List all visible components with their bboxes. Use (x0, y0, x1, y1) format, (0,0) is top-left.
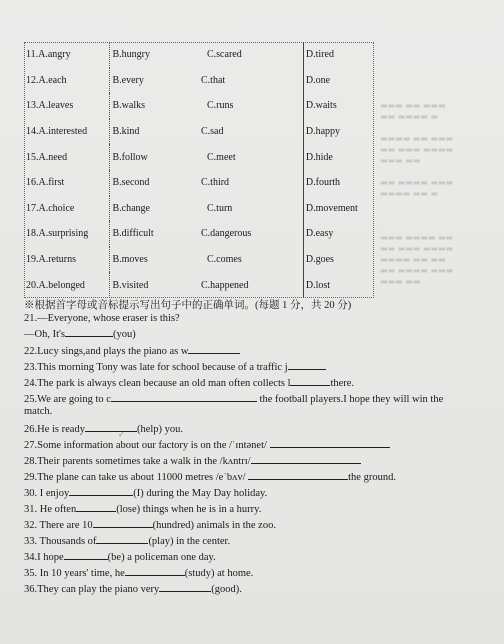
option-d: D.waits (305, 100, 337, 112)
option-b: B.change (112, 202, 150, 214)
instruction-text: ※根据首字母或音标提示写出句子中的正确单词。(每题 1 分，共 20 分) (24, 300, 352, 311)
option-a: 15.A.need (24, 144, 110, 170)
options-row (24, 144, 374, 170)
answer-blank-25[interactable] (111, 391, 257, 402)
options-row (24, 221, 374, 247)
option-c: C.third (183, 170, 303, 196)
question-21a: 21.—Everyone, whose eraser is this? (24, 313, 180, 324)
option-c: C.happened (183, 272, 303, 298)
option-c: C.dangerous (183, 221, 303, 247)
option-b: B.visited (112, 279, 149, 291)
answer-blank-26[interactable] (85, 421, 137, 432)
question-30: 30. I enjoy (I) during the May Day holiday. (24, 485, 267, 500)
options-row (24, 68, 374, 94)
answer-blank-21[interactable] (65, 326, 113, 337)
question-25: 25.We are going to c the football players.I hope they will win the (24, 391, 443, 406)
option-a: 17.A.choice (24, 196, 110, 222)
question-22: 22.Lucy sings,and plays the piano as w (24, 343, 240, 358)
option-d: D.movement (305, 202, 358, 214)
option-d: D.fourth (305, 177, 341, 189)
answer-blank-35[interactable] (125, 565, 185, 576)
question-24: 24.The park is always clean because an old man often collects l there. (24, 375, 354, 390)
answer-blank-23[interactable] (288, 359, 326, 370)
options-table (24, 42, 374, 298)
option-b: B.moves (112, 254, 148, 266)
question-36: 36.They can play the piano very (good). (24, 581, 242, 596)
option-b: B.second (112, 177, 150, 189)
option-a: 20.A.belonged (24, 272, 110, 298)
option-d: D.tired (305, 49, 334, 61)
option-d: D.goes (305, 254, 334, 266)
option-b: B.difficult (112, 228, 154, 240)
option-b: B.walks (112, 100, 145, 112)
question-28: 28.Their parents sometimes take a walk in the /kʌntrɪ/ (24, 453, 361, 468)
question-35: 35. In 10 years' time, he (study) at home. (24, 565, 253, 580)
bleed-through-text: ▬▬▬ ▬▬ ▬▬▬ ▬▬ ▬▬▬▬ ▬ ▬▬▬▬ ▬▬ ▬▬▬ ▬▬ ▬▬▬ ▬▬▬▬ ▬▬▬ ▬▬ ▬▬ ▬▬▬▬ ▬▬▬ ▬▬▬▬ ▬▬ ▬ ▬▬▬ ▬▬▬▬ ▬▬ ▬▬ ▬▬▬ ▬▬▬▬ ▬▬▬▬ ▬▬ ▬▬ ▬▬ ▬▬▬▬ ▬▬▬ ▬▬▬ ▬▬ (380, 101, 454, 286)
answer-blank-32[interactable] (93, 517, 153, 528)
options-row (24, 247, 374, 273)
option-c: C.scared (183, 42, 303, 68)
option-a: 14.A.interested (24, 119, 110, 145)
question-32: 32. There are 10 (hundred) animals in the zoo. (24, 517, 276, 532)
option-d: D.happy (305, 126, 341, 138)
question-33: 33. Thousands of (play) in the center. (24, 533, 230, 548)
answer-blank-29[interactable] (248, 469, 348, 480)
answer-blank-30[interactable] (69, 485, 133, 496)
option-c: C.meet (183, 144, 303, 170)
answer-blank-34[interactable] (64, 549, 108, 560)
answer-blank-28[interactable] (251, 453, 361, 464)
option-c: C.comes (183, 247, 303, 273)
option-a: 16.A.first (24, 170, 110, 196)
question-34: 34.I hope (be) a policeman one day. (24, 549, 216, 564)
question-31: 31. He often (lose) things when he is in a hurry. (24, 501, 261, 516)
option-c: C.turn (183, 196, 303, 222)
options-row (24, 93, 374, 119)
options-row (24, 170, 374, 196)
question-25-continued: match. (24, 406, 53, 417)
option-a: 13.A.leaves (24, 93, 110, 119)
options-row (24, 42, 374, 68)
option-b: B.kind (112, 126, 140, 138)
options-row (24, 272, 374, 298)
answer-blank-22[interactable] (188, 343, 240, 354)
question-29: 29.The plane can take us about 11000 metres /eˈbʌv/ the ground. (24, 469, 396, 484)
pen-mark: ✓ (118, 430, 125, 439)
options-row (24, 119, 374, 145)
option-a: 11.A.angry (24, 42, 110, 68)
option-c: C.that (183, 68, 303, 94)
option-c: C.sad (183, 119, 303, 145)
option-b: B.follow (112, 151, 148, 163)
question-23: 23.This morning Tony was late for school because of a traffic j (24, 359, 326, 374)
answer-blank-36[interactable] (159, 581, 211, 592)
option-a: 18.A.surprising (24, 221, 110, 247)
option-d: D.one (305, 74, 331, 86)
answer-blank-27[interactable] (270, 437, 390, 448)
answer-blank-31[interactable] (76, 501, 116, 512)
option-a: 19.A.returns (24, 247, 110, 273)
option-a: 12.A.each (24, 68, 110, 94)
option-d: D.lost (305, 279, 331, 291)
options-row (24, 196, 374, 222)
option-b: B.hungry (112, 49, 150, 61)
answer-blank-24[interactable] (290, 375, 330, 386)
question-27: 27.Some information about our factory is on the /ˈɪntənet/ (24, 437, 390, 452)
option-d: D.hide (305, 151, 333, 163)
option-c: C.runs (183, 93, 303, 119)
answer-blank-33[interactable] (96, 533, 148, 544)
option-d: D.easy (305, 228, 334, 240)
option-b: B.every (112, 74, 144, 86)
question-21b: —Oh, It's (you) (24, 326, 136, 341)
question-26: 26.He is ready (help) you. (24, 421, 183, 436)
